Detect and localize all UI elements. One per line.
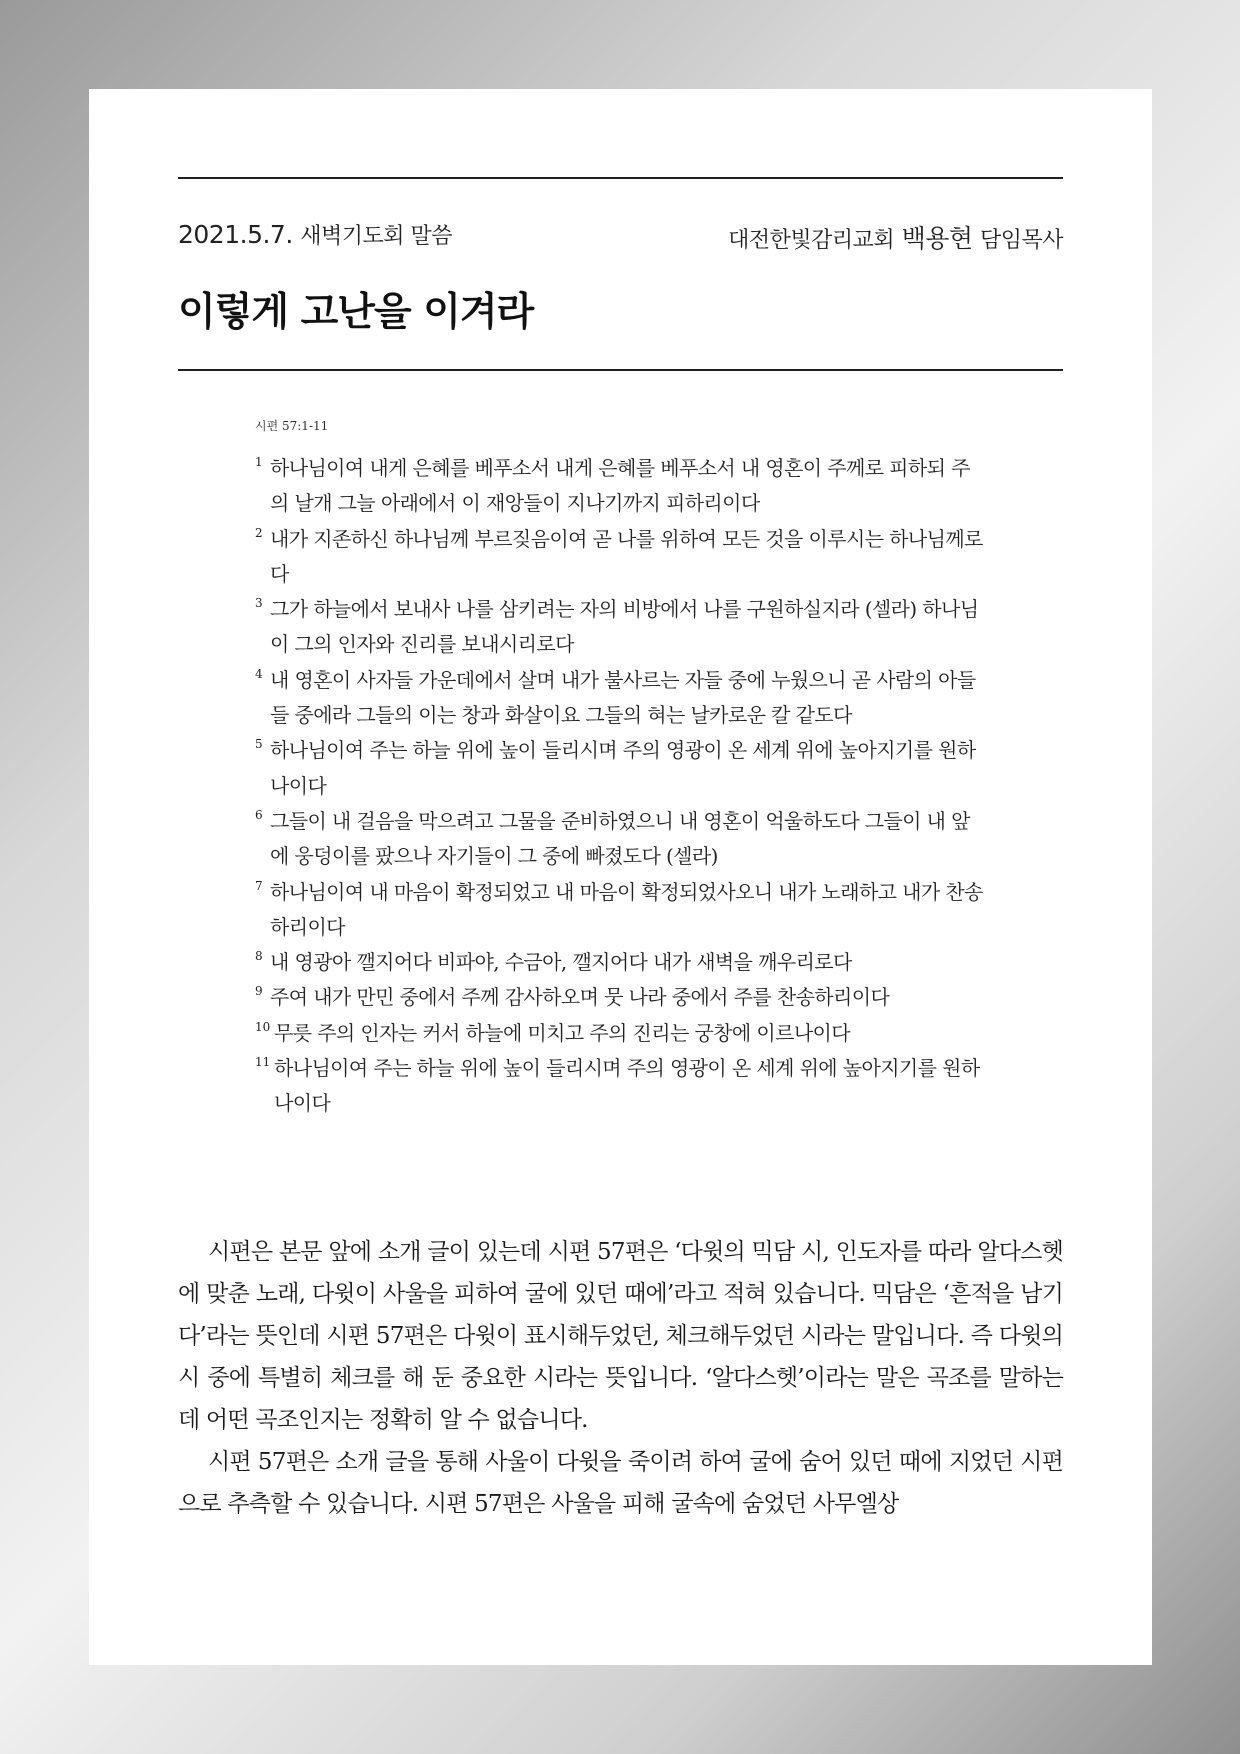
verse-text: 하나님이여 내 마음이 확정되었고 내 마음이 확정되었사오니 내가 노래하고 내가 찬송하리이다: [270, 879, 983, 939]
verse: [255, 1016, 985, 1051]
sermon-body: [178, 1231, 1063, 1525]
church-name: 대전한빛감리교회: [728, 228, 895, 253]
body-paragraph: 시편 57편은 소개 글을 통해 사울이 다윗을 죽이려 하여 굴에 숨어 있던 때에 지었던 시편으로 추측할 수 있습니다. 시편 57편은 사울을 피해 굴속에 숨었던 사무엘상: [178, 1449, 1063, 1517]
verse: [255, 451, 985, 522]
verse-text: 무릇 주의 인자는 커서 하늘에 미치고 주의 진리는 궁창에 이르나이다: [274, 1020, 850, 1045]
body-paragraph: 시편은 본문 앞에 소개 글이 있는데 시편 57편은 ‘다윗의 믹담 시, 인도자를 따라 알다스헷에 맞춘 노래, 다윗이 사울을 피하여 굴에 있던 때에’라고 적혀 있습니다. 믹담은 ‘흔적을 남기다’라는 뜻인데 시편 57편은 다윗이 표시해두었던, 체크해두었던 시라는 말입니다. 즉 다윗의 시 중에 특별히 체크를 해 둔 중요한 시라는 뜻입니다. ‘알다스헷’이라는 말은 곡조를 말하는데 어떤 곡조인지는 정확히 알 수 없습니다.: [178, 1239, 1063, 1433]
verse-number: 10: [255, 1019, 271, 1034]
verse-text: 하나님이여 주는 하늘 위에 높이 들리시며 주의 영광이 온 세계 위에 높아지기를 원하나이다: [270, 738, 976, 798]
verse-text: 내 영광아 깰지어다 비파야, 수금아, 깰지어다 내가 새벽을 깨우리로다: [270, 950, 852, 975]
verse: [255, 945, 985, 980]
verse-text: 그가 하늘에서 보내사 나를 삼키려는 자의 비방에서 나를 구원하실지라 (셀라) 하나님이 그의 인자와 진리를 보내시리로다: [270, 597, 979, 657]
sermon-title: 이렇게 고난을 이겨라: [178, 290, 534, 335]
pastor-name: 백용현: [901, 224, 973, 253]
verse-number: 2: [255, 525, 263, 540]
pastor-title: 담임목사: [979, 228, 1063, 253]
verse-number: 5: [255, 737, 263, 752]
page: [89, 89, 1152, 1665]
verse-number: 4: [255, 666, 263, 681]
service-name: 새벽기도회 말씀: [300, 224, 452, 249]
verse: [255, 1051, 985, 1122]
verse-text: 내가 지존하신 하나님께 부르짖음이여 곧 나를 위하여 모든 것을 이루시는 하나님께로다: [270, 526, 983, 586]
verse-text: 하나님이여 주는 하늘 위에 높이 들리시며 주의 영광이 온 세계 위에 높아지기를 원하나이다: [274, 1056, 980, 1116]
verse-number: 8: [255, 949, 263, 964]
verse: [255, 733, 985, 804]
verse: [255, 522, 985, 593]
verse-text: 하나님이여 내게 은혜를 베푸소서 내게 은혜를 베푸소서 내 영혼이 주께로 피하되 주의 날개 그늘 아래에서 이 재앙들이 지나기까지 피하리이다: [270, 456, 970, 516]
verse-number: 7: [255, 878, 263, 893]
verse-text: 내 영혼이 사자들 가운데에서 살며 내가 불사르는 자들 중에 누웠으니 곧 사람의 아들들 중에라 그들의 이는 창과 화살이요 그들의 혀는 날카로운 칼 같도다: [270, 667, 976, 728]
verse-number: 1: [255, 455, 263, 469]
scripture-reference: 시편 57:1-11: [255, 419, 329, 433]
verse-number: 11: [255, 1055, 271, 1070]
sermon-header: [178, 219, 1063, 259]
sermon-date: 2021.5.7.: [178, 220, 293, 249]
verse-number: 3: [255, 596, 263, 611]
top-rule: [178, 177, 1063, 179]
verse: [255, 980, 985, 1015]
sermon-author: [728, 219, 1063, 255]
sermon-date-service: [178, 219, 452, 250]
verse: [255, 592, 985, 663]
verse: [255, 875, 985, 946]
verse: [255, 663, 985, 734]
verse-text: 주여 내가 만민 중에서 주께 감사하오며 뭇 나라 중에서 주를 찬송하리이다: [270, 985, 890, 1010]
verse-number: 9: [255, 984, 263, 999]
bottom-rule: [178, 369, 1063, 371]
verse-number: 6: [255, 807, 263, 822]
verse-text: 그들이 내 걸음을 막으려고 그물을 준비하였으니 내 영혼이 억울하도다 그들이 내 앞에 웅덩이를 팠으나 자기들이 그 중에 빠졌도다 (셀라): [270, 808, 970, 869]
verse: [255, 804, 985, 875]
scripture-verses: [255, 451, 985, 1122]
